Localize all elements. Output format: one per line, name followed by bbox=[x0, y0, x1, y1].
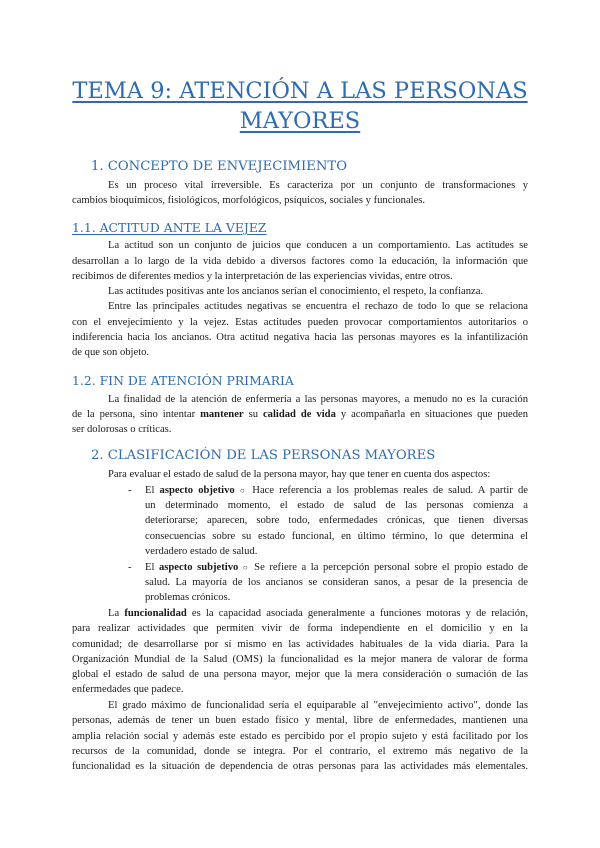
sec2-intro: Para evaluar el estado de salud de la persona mayor, hay que tener en cuenta dos aspectos: bbox=[108, 469, 491, 480]
grado-line-2: personas, además de tener un buen estado físico y mental, libre de enfermedades, mantienen una bbox=[72, 715, 528, 726]
bullet-2-line-1 bbox=[145, 560, 528, 575]
grado-line-1: El grado máximo de funcionalidad sería el equiparable al "envejecimiento activo", donde las bbox=[108, 700, 528, 711]
sec11-line-1: La actitud son un conjunto de juicios que conducen a un comportamiento. Las actitudes se bbox=[108, 240, 528, 251]
grado-line-5: funcionalidad es la situación de dependencia de otras personas para las actividades más elementales. bbox=[72, 761, 528, 772]
bullet-2-prefix: El bbox=[145, 562, 159, 573]
bullet-1-line-5: verdadero estado de salud. bbox=[145, 546, 258, 557]
aspecto-subjetivo-label: aspecto subjetivo bbox=[158, 562, 239, 573]
bullet-1-line-1 bbox=[145, 483, 528, 498]
section-2-heading: 2. CLASIFICACIÓN DE LAS PERSONAS MAYORES bbox=[91, 448, 436, 463]
sec12-text-c: su bbox=[243, 409, 263, 420]
section-1-heading: 1. CONCEPTO DE ENVEJECIMIENTO bbox=[91, 159, 348, 174]
grado-line-4: recursos de la comunidad, donde se integra. Por el contrario, el extremo más negativo de la bbox=[72, 746, 528, 757]
sec1-line-1: Es un proceso vital irreversible. Es caracteriza por un conjunto de transformaciones y bbox=[108, 180, 528, 191]
mantener-emphasis: mantener bbox=[200, 409, 244, 420]
section-1-2-heading: 1.2. FIN DE ATENCIÓN PRIMARIA bbox=[72, 373, 294, 388]
func-rest: es la capacidad asociada generalmente a funciones motoras y de relación, bbox=[186, 608, 528, 619]
bullet-1-marker: - bbox=[128, 485, 132, 496]
bullet-2-marker: - bbox=[128, 562, 132, 573]
func-line-2: para realizar actividades que permiten vivir de forma independiente en el domicilio y en la bbox=[72, 623, 528, 634]
bullet-2-line-3: problemas crónicos. bbox=[145, 592, 231, 603]
sec11-line-2: desarrollan a lo largo de la vida debido a diversos factores como la educación, la información que bbox=[72, 256, 528, 267]
title-line-2: MAYORES bbox=[239, 108, 361, 134]
bullet-1-line-4: consecuencias sobre su estado funcional, en último término, lo que determina el bbox=[145, 531, 528, 542]
sec12-line-2 bbox=[72, 407, 528, 422]
sec12-line-1: La finalidad de la atención de enfermería a las personas mayores, a menudo no es la curación bbox=[108, 394, 528, 405]
sec11-line-8: de que son objeto. bbox=[72, 347, 150, 358]
sec12-text-e: y acompañarla en situaciones que pueden bbox=[335, 409, 529, 420]
sec11-line-4: Las actitudes positivas ante los ancianos serían el conocimiento, el respeto, la confianza. bbox=[108, 286, 484, 297]
grado-line-3: amplia relación social y además este estado es percibido por el propio sujeto y está facilitado por los bbox=[72, 731, 528, 742]
func-line-3: comunidad; de desarrollarse por sí mismo en las actividades habituales de la vida diaria. Para la bbox=[72, 639, 528, 650]
bullet-1-rest: Hace referencia a los problemas reales de salud. A partir de bbox=[252, 485, 528, 496]
bullet-2-line-2: salud. La mayoría de los ancianos se consideran sanos, a pesar de la presencia de bbox=[145, 577, 528, 588]
bullet-1-prefix: El bbox=[145, 485, 160, 496]
func-line-4: Organización Mundial de la Salud (OMS) la funcionalidad es la mejor manera de valorar de forma bbox=[72, 654, 528, 665]
circle-icon: ○ bbox=[242, 563, 250, 572]
section-1-1-heading: 1.1. ACTITUD ANTE LA VEJEZ bbox=[72, 220, 267, 235]
title-line-1: TEMA 9: ATENCIÓN A LAS PERSONAS bbox=[72, 78, 528, 104]
funcionalidad-emphasis: funcionalidad bbox=[124, 608, 187, 619]
func-prefix: La bbox=[108, 608, 125, 619]
sec11-line-5: Entre las principales actitudes negativas se encuentra el rechazo de todo lo que se relaciona bbox=[108, 301, 528, 312]
sec12-line-3: ser dolorosas o críticas. bbox=[72, 424, 172, 435]
calidad-de-vida-emphasis: calidad de vida bbox=[262, 409, 336, 420]
sec1-line-2: cambios bioquímicos, fisiológicos, morfológicos, psíquicos, sociales y funcionales. bbox=[72, 195, 426, 206]
page-title bbox=[60, 76, 540, 136]
circle-icon: ○ bbox=[239, 486, 248, 495]
sec12-text-a: de la persona, sino intentar bbox=[72, 409, 201, 420]
bullet-1-line-2: un determinado momento, el estado de salud de las personas comienza a bbox=[145, 500, 528, 511]
func-line-1 bbox=[108, 606, 528, 621]
sec11-line-3: recibimos de diferentes medios y la interpretación de las experiencias vividas, entre otros. bbox=[72, 271, 453, 282]
bullet-1-line-3: deteriorarse; aparecen, sobre todo, enfermedades crónicas, que tienen diversas bbox=[145, 515, 528, 526]
sec11-line-7: indiferencia hacia los ancianos. Otra actitud negativa hacia las personas mayores es la infantilización bbox=[72, 332, 528, 343]
func-line-6: enfermedades que padece. bbox=[72, 684, 184, 695]
bullet-2-rest: Se refiere a la percepción personal sobre el propio estado de bbox=[254, 562, 528, 573]
sec11-line-6: con el envejecimiento y la vejez. Estas actitudes pueden provocar comportamientos autoritarios o bbox=[72, 317, 528, 328]
func-line-5: global el estado de salud de una persona mayor, mejor que la mera consideración o sumación de las bbox=[72, 669, 528, 680]
aspecto-objetivo-label: aspecto objetivo bbox=[159, 485, 235, 496]
